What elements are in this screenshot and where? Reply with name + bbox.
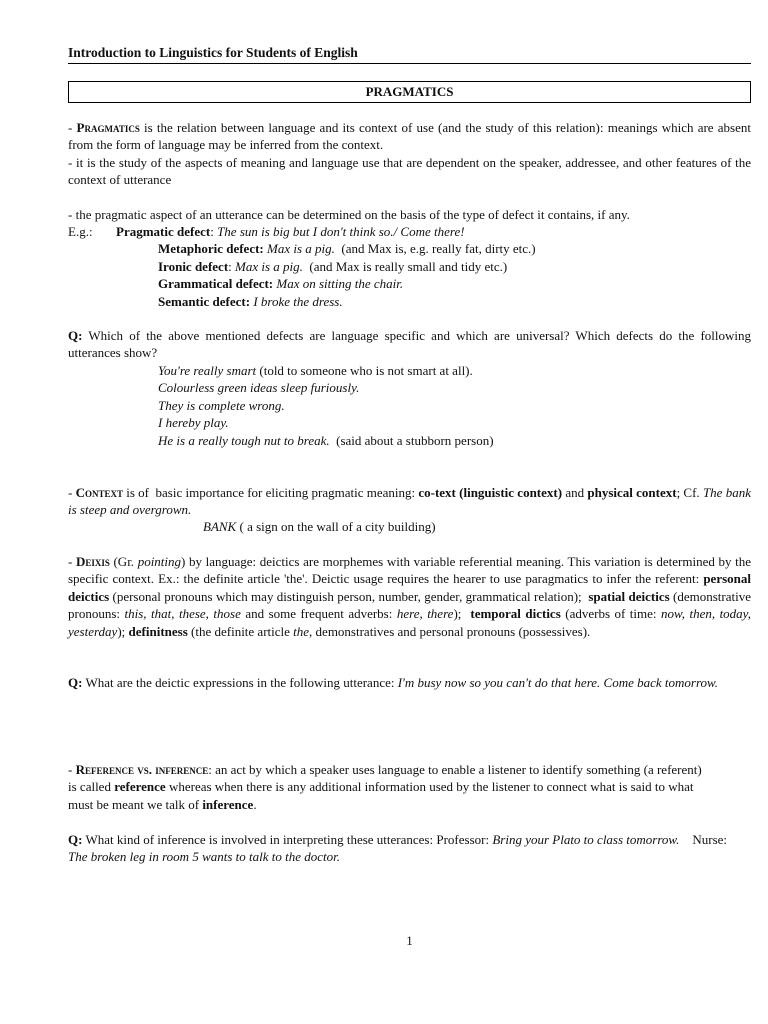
question-1-utterances: [68, 362, 751, 449]
defects-list: [68, 223, 751, 310]
defect-item: Metaphoric defect: Max is a pig. (and Max is, e.g. really fat, dirty etc.): [158, 241, 536, 257]
pragmatics-definition: - Pragmatics is the relation between language and its context of use (and the study of this relation): meanings which are absent from the form of language may be inferred from the context. - it is the study of the aspects of meaning and language use that are dependent on the speaker, addressee, and other features of the context of utterance: [68, 120, 751, 188]
context-example: BANK ( a sign on the wall of a city building): [203, 519, 436, 534]
deixis-definition: - Deixis (Gr. pointing) by language: deictics are morphemes with variable referential meaning. This variation is determined by the specific context. Ex.: the definite article 'the'. Deictic usage requires the hearer to use paragmatics to infer the referent: personal deictics (personal pronouns which may distinguish person, number, gender, grammatical relation); spatial deictics (demonstrative pronouns: this, that, these, those and some frequent adverbs: here, there); temporal dictics (adverbs of time: now, then, today, yesterday); definitness (the definite article the, demonstratives and personal pronouns (possessives).: [68, 554, 751, 639]
term-context: Context: [75, 485, 123, 500]
defect-item: E.g.: Pragmatic defect: The sun is big but I don't think so./ Come there!: [68, 224, 465, 239]
utterance-item: You're really smart (told to someone who is not smart at all).: [158, 363, 473, 378]
context-definition: - Context is of basic importance for eliciting pragmatic meaning: co-text (linguistic context) and physical context; Cf. The bank is steep and overgrown.: [68, 485, 751, 518]
section-title: PRAGMATICS: [68, 81, 751, 103]
question-3: Q: What kind of inference is involved in interpreting these utterances: Professor: Bring your Plato to class tomorrow. Nurse: The broken leg in room 5 wants to talk to the doctor.: [68, 832, 731, 865]
defects-intro: - the pragmatic aspect of an utterance can be determined on the basis of the type of defect it contains, if any.: [68, 207, 630, 222]
defect-item: Grammatical defect: Max on sitting the chair.: [158, 276, 404, 292]
utterance-item: I hereby play.: [158, 415, 229, 431]
page-number: 1: [406, 933, 413, 948]
defect-item: Ironic defect: Max is a pig. (and Max is really small and tidy etc.): [158, 258, 508, 274]
question-1: Q: Which of the above mentioned defects are language specific and which are universal? Which defects do the following utterances show?: [68, 328, 751, 361]
utterance-item: They is complete wrong.: [158, 397, 285, 413]
term-pragmatics: Pragmatics: [76, 120, 140, 135]
term-deixis: Deixis: [75, 554, 110, 569]
question-2: Q: What are the deictic expressions in the following utterance: I'm busy now so you can't do that here. Come back tomorrow.: [68, 675, 719, 690]
reference-definition: - Reference vs. inference: an act by which a speaker uses language to enable a listener to identify something (a referent) is called reference whereas when there is any additional information used by the listener to connect what is said to what must be meant we talk of inference.: [68, 762, 702, 812]
running-header: Introduction to Linguistics for Students of English: [68, 45, 751, 64]
defect-item: Semantic defect: I broke the dress.: [158, 293, 343, 309]
term-reference-vs-inference: Reference vs. inference: [75, 762, 209, 777]
utterance-item: Colourless green ideas sleep furiously.: [158, 380, 360, 396]
utterance-item: He is a really tough nut to break. (said about a stubborn person): [158, 432, 494, 448]
